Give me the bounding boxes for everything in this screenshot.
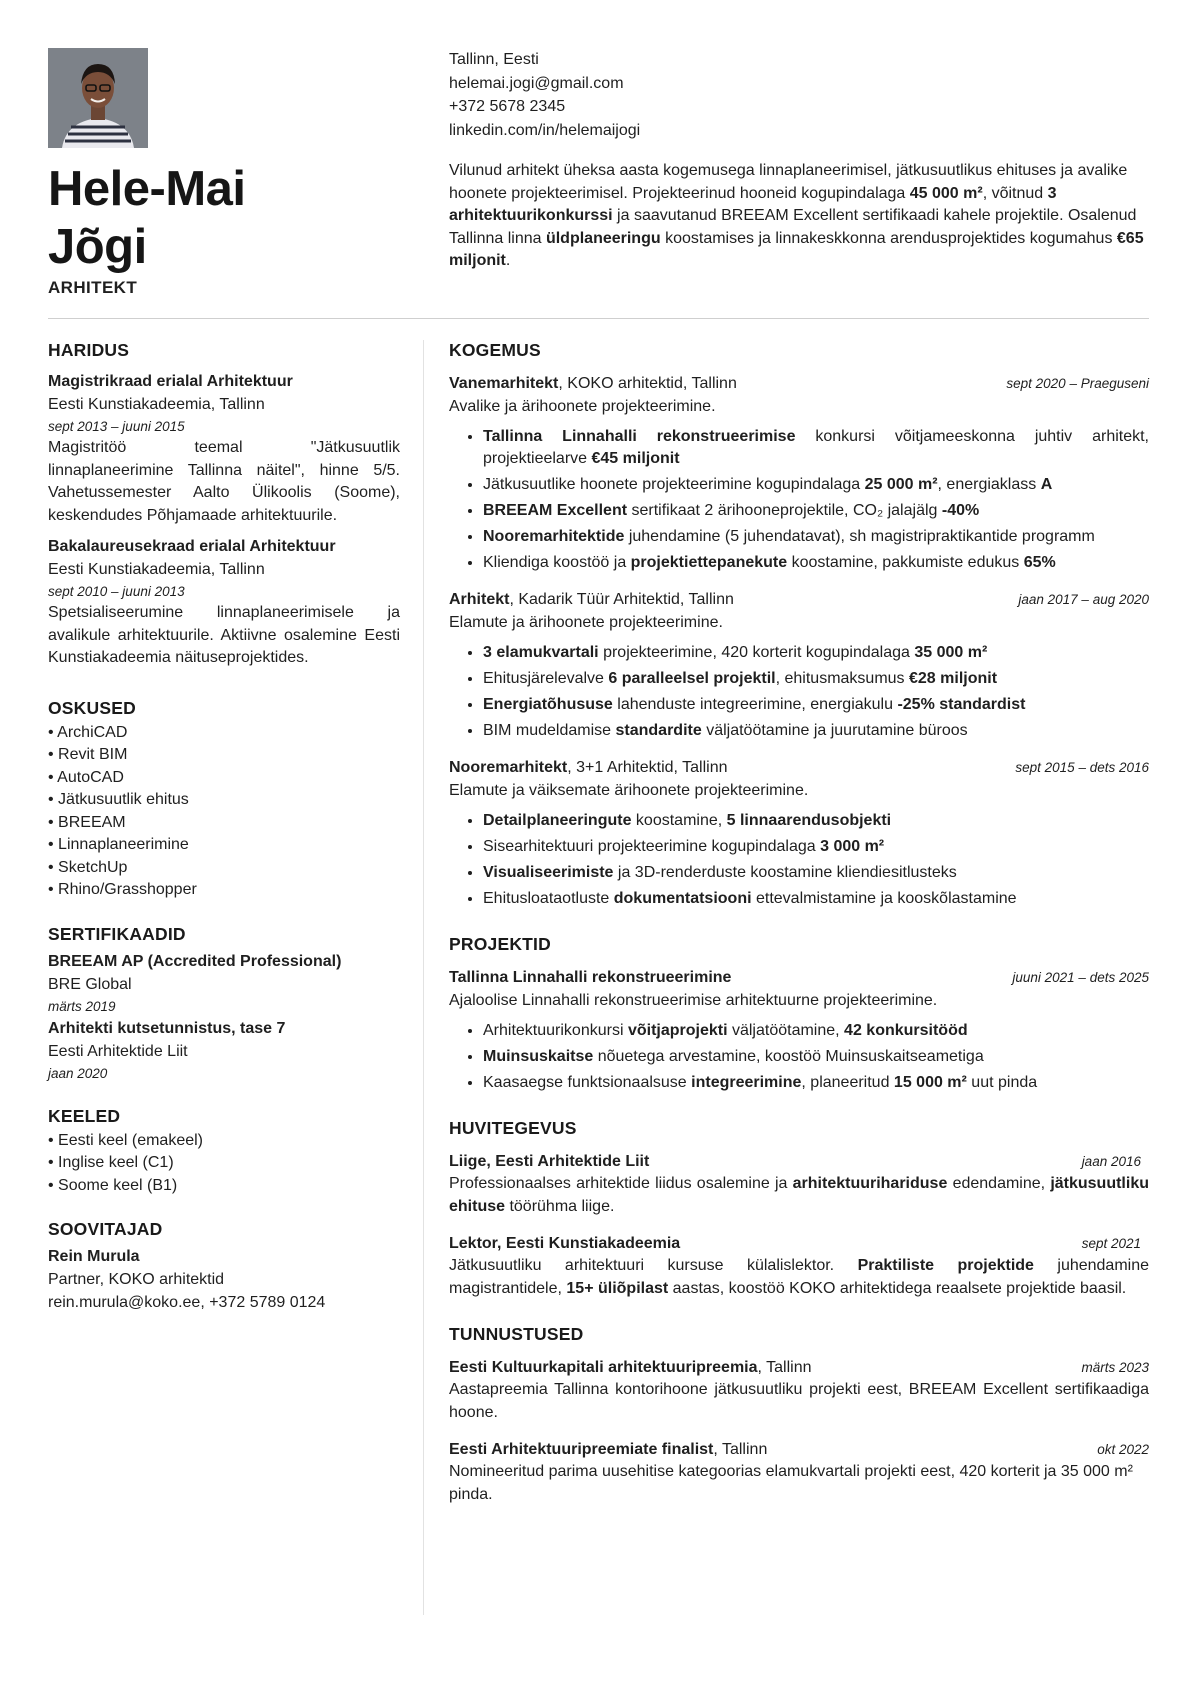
volunteer-description (449, 1255, 1149, 1300)
text-run: BIM mudeldamise (483, 722, 616, 739)
section-heading: KOGEMUS (449, 340, 541, 360)
certificate-item (48, 950, 400, 1017)
section-heading: HARIDUS (48, 340, 130, 360)
date: sept 2013 – juuni 2015 (48, 419, 185, 434)
text-run: Arhitektuurikonkursi (483, 1022, 628, 1039)
text-run: ja 3D-renderduste koostamine kliendiesitlusteks (613, 864, 957, 881)
section-heading: KEELED (48, 1105, 121, 1126)
emphasis: 42 konkursitööd (844, 1022, 968, 1039)
emphasis: 6 paralleelsel projektil (608, 670, 776, 687)
job-org: , KOKO arhitektid, Tallinn (558, 375, 737, 392)
date: sept 2015 – dets 2016 (1015, 760, 1149, 775)
linkedin-link[interactable]: linkedin.com/in/helemaijogi (449, 121, 641, 139)
volunteering-section (449, 1116, 1149, 1300)
skills-list (48, 722, 400, 902)
award-entry (449, 1356, 1149, 1424)
date: sept 2010 – juuni 2013 (48, 584, 185, 599)
list-item (483, 836, 1149, 858)
emphasis: jätkusuutliku ehituse (449, 1175, 1149, 1215)
date: märts 2019 (48, 998, 116, 1014)
section-heading: TUNNUSTUSED (449, 1324, 584, 1344)
list-item: • Soome keel (B1) (48, 1175, 400, 1198)
text-run: Kliendiga koostöö ja (483, 554, 631, 571)
job-entry (449, 756, 1149, 910)
emphasis: Muinsuskaitse (483, 1048, 594, 1065)
description: Spetsialiseerumine linnaplaneerimisele ja avalikule arhitektuurile. Aktiivne osalemine Eesti Kunstiakadeemia näituseprojektides. (48, 604, 400, 666)
text-run: Vilunud arhitekt üheksa aasta kogemusega linnaplaneerimisel, jätkusuutlikus ehituses ja avalike hoonete projekteerimisel. Projekteerinud hooneid kogupindalaga (449, 162, 1128, 202)
award-org: , Tallinn (713, 1441, 768, 1458)
profile-photo (48, 48, 148, 148)
job-bullets (449, 810, 1149, 910)
volunteer-entry (449, 1150, 1149, 1218)
text-run: uut pinda (966, 1074, 1038, 1091)
emphasis: 3 arhitektuurikonkurssi (449, 184, 1057, 224)
projects-section (449, 932, 1149, 1094)
education-item (48, 535, 400, 670)
emphasis: €45 miljonit (591, 450, 680, 467)
portrait-image (48, 48, 148, 148)
emphasis: A (1040, 476, 1053, 493)
certificates-section (48, 922, 400, 1084)
emphasis: 15 000 m² (893, 1074, 967, 1091)
text-run: töörühma liige. (505, 1197, 615, 1215)
reference-contact: rein.murula@koko.ee, +372 5789 0124 (48, 1294, 326, 1311)
job-entry (449, 588, 1149, 742)
text-run: koostamises ja linnakeskkonna arendusprojektides kogumahus (660, 229, 1117, 247)
award-title: Eesti Arhitektuuripreemiate finalist (449, 1441, 714, 1458)
list-item (483, 888, 1149, 910)
education-item (48, 370, 400, 527)
job-org: , Kadarik Tüür Arhitektid, Tallinn (509, 591, 734, 608)
list-item (483, 862, 1149, 884)
languages-section (48, 1104, 400, 1198)
certificate-item (48, 1017, 400, 1084)
list-item: • Jätkusuutlik ehitus (48, 789, 400, 812)
list-item: • AutoCAD (48, 767, 400, 790)
date: okt 2022 (1097, 1442, 1149, 1457)
emphasis: 35 000 m² (914, 644, 988, 661)
date: jaan 2020 (48, 1065, 108, 1081)
project-title: Tallinna Linnahalli rekonstrueerimine (449, 969, 732, 986)
text-run: projekteerimine, 420 korterit kogupindalaga (598, 644, 915, 661)
date: sept 2020 – Praeguseni (1006, 376, 1149, 391)
text-run: , energiaklass (937, 476, 1041, 493)
candidate-name (48, 160, 246, 276)
award-title: Eesti Kultuurkapitali arhitektuuripreemia (449, 1359, 758, 1376)
list-item (483, 552, 1149, 574)
section-heading: OSKUSED (48, 697, 136, 718)
school: Eesti Kunstiakadeemia, Tallinn (48, 396, 265, 413)
emphasis: BREEAM Excellent (483, 502, 628, 519)
text-run: Professionaalses arhitektide liidus osalemine ja (449, 1175, 793, 1192)
emphasis: üldplaneeringu (545, 229, 661, 247)
emphasis: 15+ üliõpilast (566, 1279, 669, 1297)
degree: Bakalaureusekraad erialal Arhitektuur (48, 538, 336, 555)
emphasis: arhitektuurihariduse (792, 1175, 948, 1192)
emphasis: Tallinna Linnahalli rekonstrueerimise (483, 428, 796, 445)
text-run: ettevalmistamine ja kooskõlastamine (751, 890, 1017, 907)
emphasis: võitjaprojekti (627, 1022, 728, 1039)
education-section (48, 338, 400, 670)
list-item: • BREEAM (48, 812, 400, 835)
job-title: ARHITEKT (48, 278, 138, 297)
emphasis: integreerimine (691, 1074, 802, 1091)
award-description: Nomineeritud parima uusehitise kategoorias elamukvartali projekti eest, 420 korterit ja 35 000 m² pinda. (449, 1463, 1133, 1503)
emphasis: 3 000 m² (820, 838, 885, 855)
date: jaan 2016 (1081, 1154, 1141, 1169)
column-divider (423, 340, 424, 1615)
name-last: Jõgi (48, 220, 147, 274)
section-heading: HUVITEGEVUS (449, 1118, 577, 1138)
job-org: , 3+1 Arhitektid, Tallinn (567, 759, 728, 776)
list-item (483, 642, 1149, 664)
award-org: , Tallinn (757, 1359, 812, 1376)
emphasis: Detailplaneeringute (483, 812, 632, 829)
emphasis: Energiatõhususe (483, 696, 613, 713)
text-run: lahenduste integreerimine, energiakulu (612, 696, 898, 713)
job-summary: Elamute ja väiksemate ärihoonete projekteerimine. (449, 782, 809, 799)
date: juuni 2021 – dets 2025 (1012, 970, 1149, 985)
profile-summary (449, 160, 1149, 273)
section-heading: PROJEKTID (449, 934, 551, 954)
project-entry (449, 966, 1149, 1094)
left-column (48, 338, 400, 1334)
issuer: BRE Global (48, 975, 132, 993)
text-run: . (505, 252, 511, 269)
emphasis: €28 miljonit (909, 670, 998, 687)
text-run: ja saavutanud BREEAM Excellent sertifikaadi kahele projektile. Osalenud Tallinna linna (449, 207, 1137, 247)
header-divider (48, 318, 1149, 319)
list-item: • ArchiCAD (48, 722, 400, 745)
text-run: aastas, koostöö KOKO arhitektidega reaalsete projektide baasil. (668, 1279, 1127, 1297)
list-item (483, 500, 1149, 522)
job-bullets (449, 642, 1149, 742)
text-run: koostamine, pakkumiste edukus (787, 554, 1024, 571)
list-item: • Revit BIM (48, 744, 400, 767)
award-description: Aastapreemia Tallinna kontorihoone jätkusuutliku projekti eest, BREEAM Excellent sertifikaadiga hoone. (449, 1381, 1149, 1421)
emphasis: -25% standardist (897, 696, 1026, 713)
phone: +372 5678 2345 (449, 98, 566, 115)
awards-section (449, 1322, 1149, 1506)
list-item (483, 694, 1149, 716)
text-run: Kaasaegse funktsionaalsuse (483, 1074, 692, 1091)
list-item: • Inglise keel (C1) (48, 1152, 400, 1175)
text-run: koostamine, (631, 812, 727, 829)
email-link[interactable]: helemai.jogi@gmail.com (449, 74, 624, 92)
list-item (483, 1020, 1149, 1042)
emphasis: 65% (1023, 554, 1056, 571)
emphasis: standardite (615, 722, 702, 739)
list-item: • Rhino/Grasshopper (48, 879, 400, 902)
volunteer-title: Lektor, Eesti Kunstiakadeemia (449, 1235, 681, 1252)
emphasis: €65 miljonit (449, 229, 1144, 269)
date: sept 2021 (1081, 1236, 1141, 1251)
languages-list (48, 1130, 400, 1198)
certificate-name: Arhitekti kutsetunnistus, tase 7 (48, 1019, 286, 1037)
text-run: Ehitusloataotluste (483, 890, 614, 907)
text-run: , planeeritud (801, 1074, 894, 1091)
emphasis: 5 linnaarendusobjekti (726, 812, 892, 829)
text-run: Ehitusjärelevalve (483, 670, 609, 687)
emphasis: Nooremarhitektide (483, 528, 625, 545)
list-item (483, 526, 1149, 548)
degree: Magistrikraad erialal Arhitektuur (48, 373, 293, 390)
job-bullets (449, 426, 1149, 574)
emphasis: Visualiseerimiste (483, 864, 614, 881)
text-run: Jätkusuutliku arhitektuuri kursuse külalislektor. (449, 1257, 858, 1274)
experience-section (449, 338, 1149, 910)
volunteer-title: Liige, Eesti Arhitektide Liit (449, 1153, 650, 1170)
location: Tallinn, Eesti (449, 51, 539, 68)
job-header (449, 588, 734, 611)
text-run: juhendamine magistrantidele, (449, 1257, 1150, 1297)
award-entry (449, 1438, 1149, 1506)
emphasis: 25 000 m² (864, 476, 938, 493)
name-first: Hele-Mai (48, 162, 246, 216)
date: märts 2023 (1081, 1360, 1149, 1375)
list-item (483, 720, 1149, 742)
references-section (48, 1217, 400, 1314)
job-summary: Elamute ja ärihoonete projekteerimine. (449, 614, 723, 631)
job-header (449, 372, 737, 395)
skills-section (48, 696, 400, 902)
list-item (483, 426, 1149, 470)
award-header (449, 1438, 767, 1461)
list-item (483, 668, 1149, 690)
certificate-name: BREEAM AP (Accredited Professional) (48, 952, 342, 970)
text-run: , võitnud (982, 184, 1048, 202)
text-run: konkursi võitjameeskonna juhtiv arhitekt, projektieelarve (483, 428, 1150, 467)
job-entry (449, 372, 1149, 574)
list-item (483, 1072, 1149, 1094)
reference-role: Partner, KOKO arhitektid (48, 1271, 225, 1288)
issuer: Eesti Arhitektide Liit (48, 1042, 188, 1060)
text-run: Sisearhitektuuri projekteerimine kogupindalaga (483, 838, 821, 855)
list-item (483, 1046, 1149, 1068)
emphasis: -40% (941, 502, 980, 519)
contact-info (449, 48, 640, 142)
text-run: juhendamine (5 juhendatavat), sh magistripraktikantide programm (624, 528, 1095, 545)
job-title: Vanemarhitekt (449, 375, 559, 392)
text-run: väljatöötamine ja juurutamine büroos (701, 722, 968, 739)
list-item (483, 474, 1149, 496)
section-heading: SOOVITAJAD (48, 1219, 163, 1239)
right-column (449, 338, 1149, 1528)
text-run: edendamine, (947, 1175, 1051, 1192)
emphasis: dokumentatsiooni (613, 890, 752, 907)
emphasis: Praktiliste projektide (857, 1257, 1034, 1274)
project-bullets (449, 1020, 1149, 1094)
emphasis: projektiettepanekute (630, 554, 788, 571)
emphasis: 3 elamukvartali (483, 644, 599, 661)
text-run: nõuetega arvestamine, koostöö Muinsuskaitseametiga (593, 1048, 984, 1065)
text-run: väljatöötamine, (727, 1022, 845, 1039)
text-run: Jätkusuutlike hoonete projekteerimine kogupindalaga (483, 476, 865, 493)
job-header (449, 756, 728, 779)
volunteer-entry (449, 1232, 1149, 1300)
volunteer-description (449, 1173, 1149, 1218)
job-title: Arhitekt (449, 591, 510, 608)
list-item: • Linnaplaneerimine (48, 834, 400, 857)
text-run: sertifikaat 2 ärihooneprojektile, CO₂ jalajälg (627, 502, 942, 519)
list-item: • SketchUp (48, 857, 400, 880)
section-heading: SERTIFIKAADID (48, 923, 186, 944)
project-summary: Ajaloolise Linnahalli rekonstrueerimise arhitektuurne projekteerimine. (449, 992, 938, 1009)
description: Magistritöö teemal "Jätkusuutlik linnaplaneerimine Tallinna näitel", hinne 5/5. Vahetussemester Aalto Ülikoolis (Soome), keskendudes Põhjamaade arhitektuurile. (48, 439, 400, 524)
emphasis: 45 000 m² (909, 184, 983, 202)
text-run: , ehitusmaksumus (775, 670, 909, 687)
list-item: • Eesti keel (emakeel) (48, 1130, 400, 1153)
school: Eesti Kunstiakadeemia, Tallinn (48, 561, 265, 578)
date: jaan 2017 – aug 2020 (1018, 592, 1149, 607)
award-header (449, 1356, 812, 1379)
list-item (483, 810, 1149, 832)
reference-name: Rein Murula (48, 1248, 140, 1265)
job-title: Nooremarhitekt (449, 759, 568, 776)
job-summary: Avalike ja ärihoonete projekteerimine. (449, 398, 716, 415)
